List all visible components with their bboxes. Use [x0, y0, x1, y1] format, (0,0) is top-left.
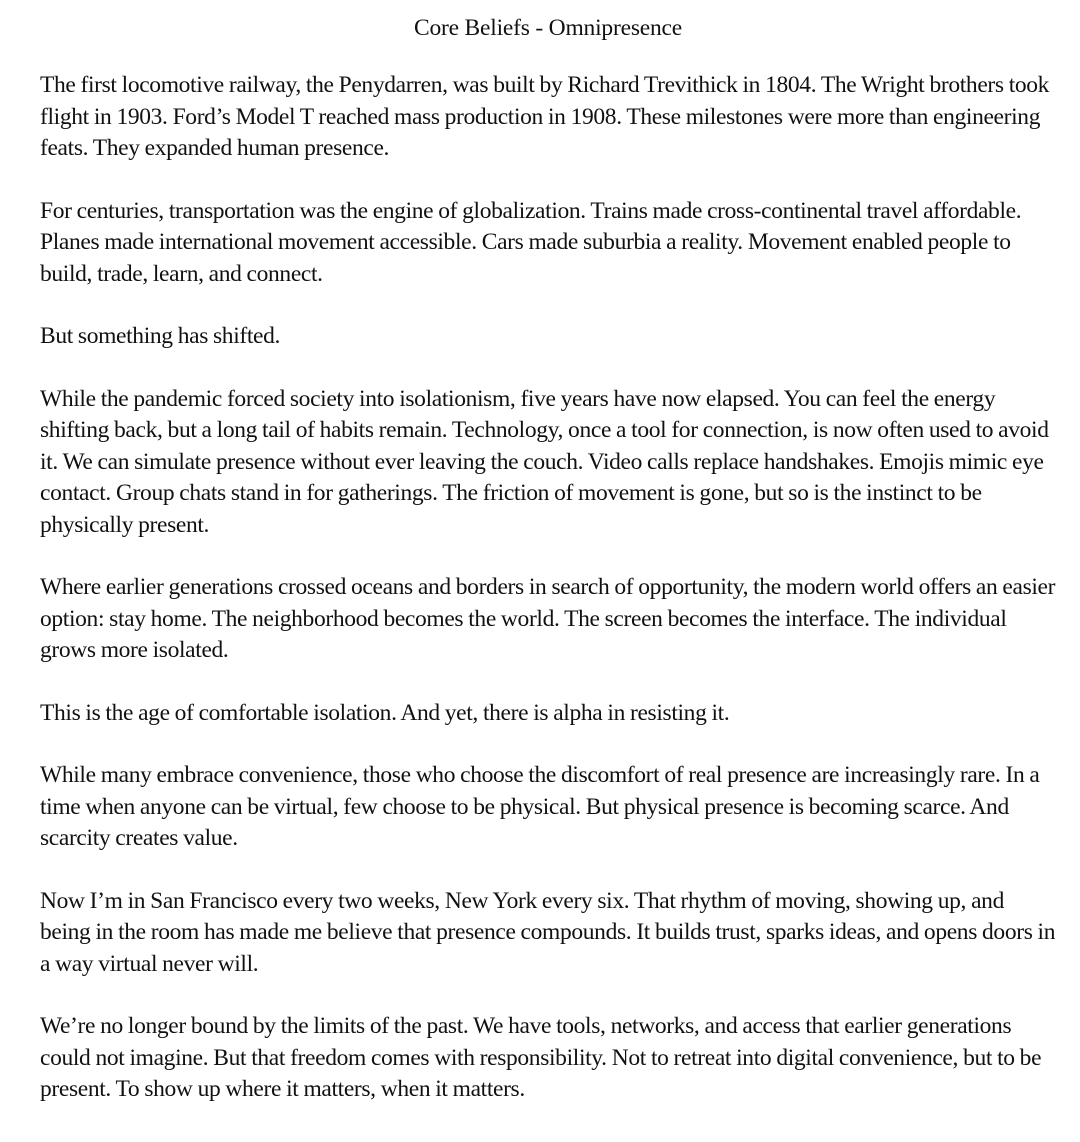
paragraph-isolation: This is the age of comfortable isolation. And yet, there is alpha in resisting it.: [40, 699, 730, 726]
paragraph-pandemic: While the pandemic forced society into isolationism, five years have now elapsed. You can feel the energy shifting back, but a long tail of habits remain. Technology, once a tool for connection, is now often used to avoid it. We can simulate presence without ever leaving the couch. Video calls replace handshakes. Emojis mimic eye contact. Group chats stand in for gatherings. The friction of movement is gone, but so is the instinct to be physically present.: [40, 385, 1049, 538]
paragraph-transportation: For centuries, transportation was the engine of globalization. Trains made cross-continental travel affordable. Planes made international movement accessible. Cars made suburbia a reality. Movement enabled people to build, trade, learn, and connect.: [40, 197, 1022, 287]
paragraph-generations: Where earlier generations crossed oceans and borders in search of opportunity, the modern world offers an easier option: stay home. The neighborhood becomes the world. The screen becomes the interface. The individual grows more isolated.: [40, 574, 1056, 663]
paragraph-history: The first locomotive railway, the Penydarren, was built by Richard Trevithick in 1804. The Wright brothers took flight in 1903. Ford’s Model T reached mass production in 1908. These milestones were more than engineering feats. They expanded human presence.: [40, 72, 1050, 161]
document-title: Core Beliefs - Omnipresence: [413, 15, 683, 41]
paragraph-travel: Now I’m in San Francisco every two weeks, New York every six. That rhythm of moving, showing up, and being in the room has made me believe that presence compounds. It builds trust, sparks ideas, and opens doors in a way virtual never will.: [40, 887, 1056, 977]
paragraph-responsibility: We’re no longer bound by the limits of the past. We have tools, networks, and access that earlier generations could not imagine. But that freedom comes with responsibility. Not to retreat into digital convenience, but to be present. To show up where it matters, when it matters.: [40, 1013, 1042, 1102]
paragraph-scarcity: While many embrace convenience, those who choose the discomfort of real presence are increasingly rare. In a time when anyone can be virtual, few choose to be physical. But physical presence is becoming scarce. And scarcity creates value.: [40, 762, 1040, 851]
paragraph-shift: But something has shifted.: [40, 323, 281, 349]
